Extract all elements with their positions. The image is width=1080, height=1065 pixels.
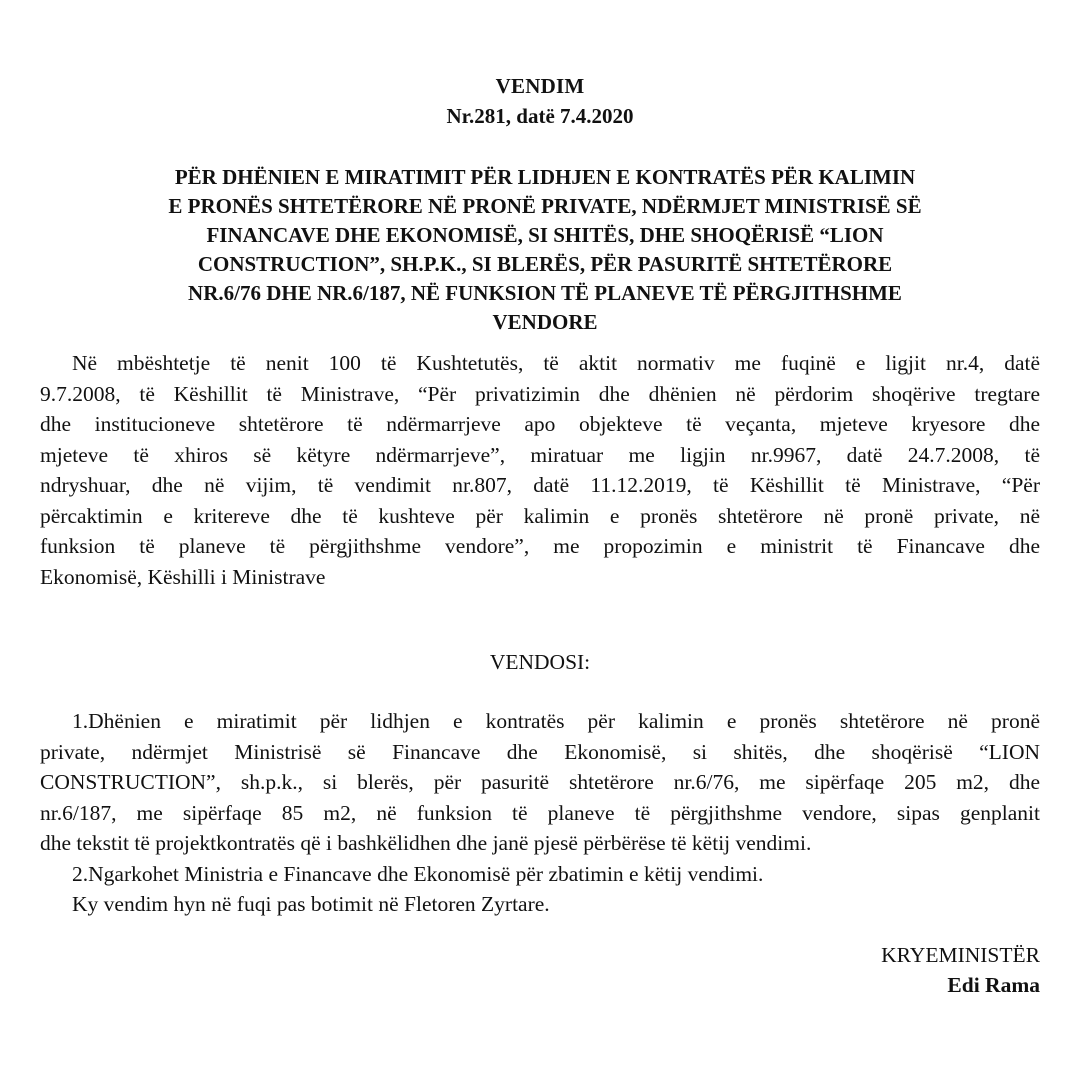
subject-line: FINANCAVE DHE EKONOMISË, SI SHITËS, DHE SHOQËRISË “LION	[206, 223, 884, 247]
document-subject	[50, 163, 1040, 337]
subject-line: CONSTRUCTION”, SH.P.K., SI BLERËS, PËR PASURITË SHTETËRORE	[197, 252, 893, 276]
preamble-paragraph	[40, 348, 1040, 592]
decision-2: 2.Ngarkohet Ministria e Financave dhe Ekonomisë për zbatimin e këtij vendimi.	[72, 861, 764, 886]
decision-1-line: private, ndërmjet Ministrisë së Financave dhe Ekonomisë, si shitës, dhe shoqërisë “LION	[40, 739, 1040, 764]
decision-1-line: 1.Dhënien e miratimit për lidhjen e kontratës për kalimin e pronës shtetërore në pronë	[72, 709, 1040, 733]
entry-into-force: Ky vendim hyn në fuqi pas botimit në Fletoren Zyrtare.	[72, 892, 550, 916]
decision-1-line: nr.6/187, me sipërfaqe 85 m2, në funksion të planeve të përgjithshme vendore, sipas genplanit	[40, 800, 1040, 825]
subject-line: VENDORE	[492, 310, 598, 334]
preamble-line: Ekonomisë, Këshilli i Ministrave	[40, 564, 326, 589]
decision-1-line: dhe tekstit të projektkontratës që i bashkëlidhen dhe janë pjesë përbërëse të këtij vendimi.	[40, 831, 812, 855]
subject-line: PËR DHËNIEN E MIRATIMIT PËR LIDHJEN E KONTRATËS PËR KALIMIN	[174, 165, 916, 189]
preamble-line: ndryshuar, dhe në vijim, të vendimit nr.807, datë 11.12.2019, të Këshillit të Ministrave, “Për	[40, 473, 1040, 497]
preamble-line: mjeteve të xhiros së këtyre ndërmarrjeve”, miratuar me ligjin nr.9967, datë 24.7.2008, të	[40, 442, 1040, 467]
signature-title: KRYEMINISTËR	[881, 943, 1040, 967]
document-title: VENDIM	[495, 74, 585, 98]
signature-name: Edi Rama	[947, 973, 1040, 997]
preamble-line: dhe institucioneve shtetërore të ndërmarrjeve apo objekteve të veçanta, mjeteve kryesore dhe	[40, 412, 1040, 436]
document-number-date: Nr.281, datë 7.4.2020	[446, 104, 634, 128]
preamble-line: 9.7.2008, të Këshillit të Ministrave, “Për privatizimin dhe dhënien në përdorim shoqërive tregtare	[40, 381, 1040, 406]
decision-points	[40, 706, 1040, 920]
preamble-line: përcaktimin e kritereve dhe të kushteve për kalimin e pronës shtetërore në pronë private, në	[40, 503, 1040, 528]
preamble-line: funksion të planeve të përgjithshme vendore”, me propozimin e ministrit të Financave dhe	[40, 534, 1040, 558]
decision-1-line: CONSTRUCTION”, sh.p.k., si blerës, për pasuritë shtetërore nr.6/76, me sipërfaqe 205 m2, dhe	[40, 770, 1040, 794]
decides-heading: VENDOSI:	[489, 650, 591, 674]
subject-line: NR.6/76 DHE NR.6/187, NË FUNKSION TË PLANEVE TË PËRGJITHSHME	[188, 281, 902, 305]
preamble-line: Në mbështetje të nenit 100 të Kushtetutës, të aktit normativ me fuqinë e ligjit nr.4, datë	[72, 351, 1040, 375]
subject-line: E PRONËS SHTETËRORE NË PRONË PRIVATE, NDËRMJET MINISTRISË SË	[168, 194, 922, 218]
